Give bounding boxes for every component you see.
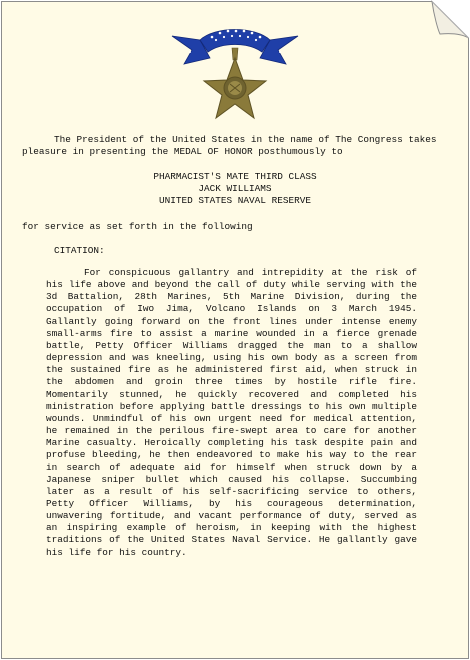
medal-of-honor-icon	[170, 18, 300, 128]
recipient-name: JACK WILLIAMS	[198, 182, 272, 194]
recipient-rank: PHARMACIST'S MATE THIRD CLASS	[153, 171, 317, 182]
citation-text: For conspicuous gallantry and intrepidity at the risk of his life above and beyond the call of duty while serving with the 3d Battalion, 28th Marines, 5th Marine Division, during the occupation of Iwo Jima, Volcano Islands on 3 March 1945. Gallantly going forward on the front lines under intense enemy small-arms fire to assist a marine wounded in a fierce grenade battle, Petty Officer Williams dragged the man to a shallow depression and was kneeling, using his own body as a screen from the sustained fire as he administered first aid, when struck in the abdomen and groin three times by hostile rifle fire. Momentarily stunned, he quickly recovered and completed his ministration before applying battle dressings to his own multiple wounds. Unmindful of his own urgent need for medical attention, he remained in the perilous fire-swept area to care for another Marine casualty. Heroically completing his task despite pain and profuse bleeding, he then endeavored to make his way to the rear in search of adequate aid for himself when struck down by a Japanese sniper bullet which caused his collapse. Succumbing later as a result of his self-sacrificing service to others, Petty Officer Williams, by his courageous determination, unwavering fortitude, and vacant performance of duty, served as an inspiring example of heroism, in keeping with the highest traditions of the United States Naval Service. He gallantly gave his life for his country.	[46, 267, 417, 558]
citation-heading: CITATION:	[54, 245, 105, 256]
recipient-block	[0, 171, 470, 206]
presentation-statement: The President of the United States in the name of The Congress takes pleasure in presenting the MEDAL OF HONOR posthumously to	[22, 134, 437, 158]
service-statement: for service as set forth in the following	[22, 221, 253, 232]
recipient-service: UNITED STATES NAVAL RESERVE	[159, 194, 311, 206]
